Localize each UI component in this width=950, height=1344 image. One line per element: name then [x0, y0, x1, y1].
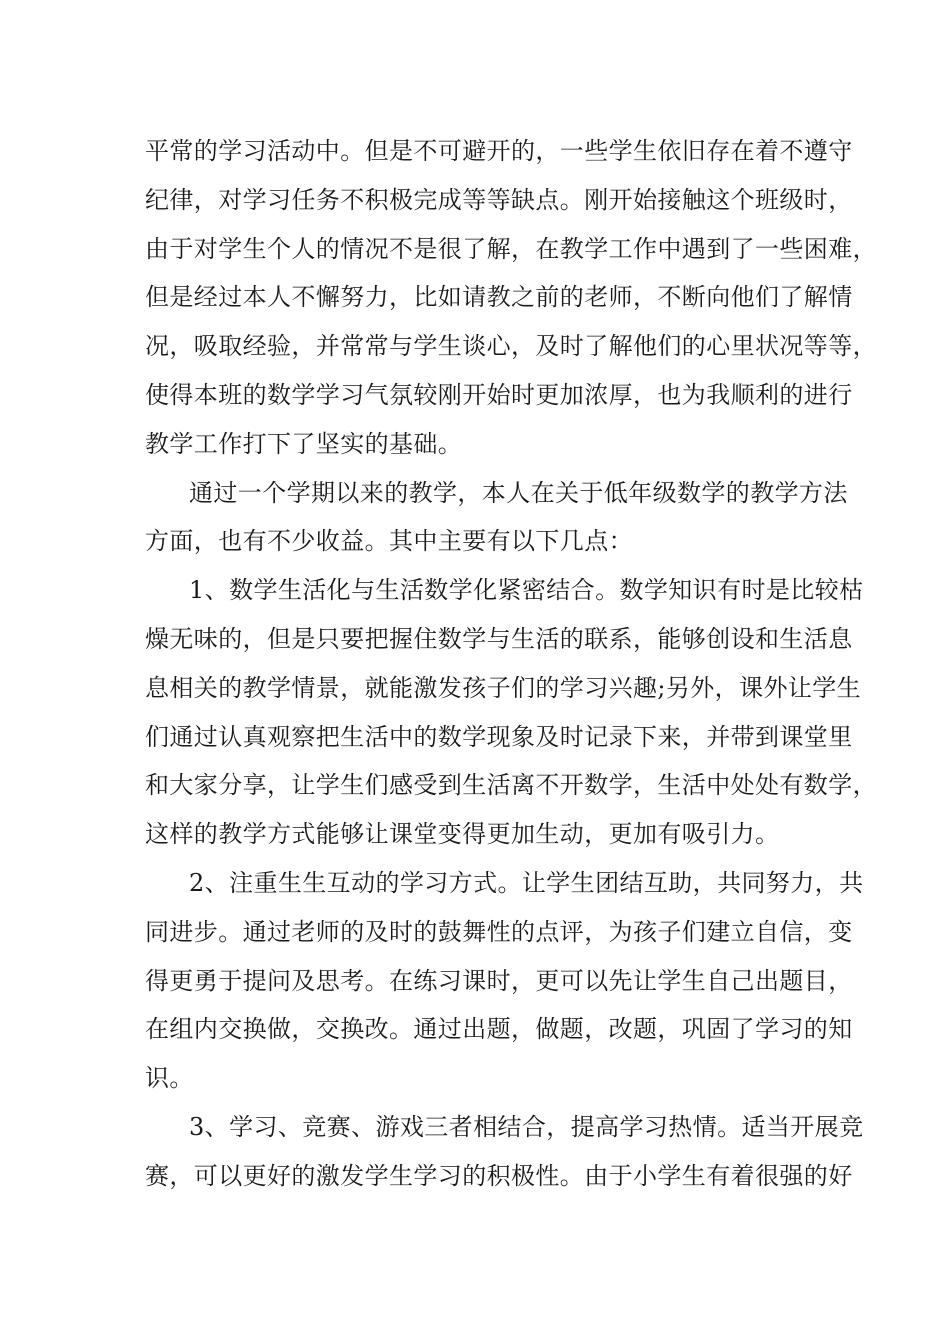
text-line: 况，吸取经验，并常常与学生谈心，及时了解他们的心里状况等等， [145, 332, 877, 361]
text-line: 得更勇于提问及思考。在练习课时，更可以先让学生自己出题目， [145, 966, 853, 995]
text-line: 赛，可以更好的激发学生学习的积极性。由于小学生有着很强的好 [145, 1161, 853, 1190]
text-line: 燥无味的，但是只要把握住数学与生活的联系，能够创设和生活息 [145, 624, 853, 653]
list-item-2-first-line: 2、注重生生互动的学习方式。让学生团结互助，共同努力，共 [189, 868, 864, 897]
list-item-1-first-line: 1、数学生活化与生活数学化紧密结合。数学知识有时是比较枯 [189, 576, 864, 605]
text-line: 由于对学生个人的情况不是很了解，在教学工作中遇到了一些困难， [145, 234, 877, 263]
text-line: 这样的教学方式能够让课堂变得更加生动，更加有吸引力。 [145, 820, 780, 849]
text-line: 和大家分享，让学生们感受到生活离不开数学，生活中处处有数学， [145, 771, 877, 800]
text-line: 识。 [145, 1064, 194, 1093]
paragraph-first-line: 通过一个学期以来的教学，本人在关于低年级数学的教学方法 [189, 478, 848, 507]
list-item-3-first-line: 3、学习、竞赛、游戏三者相结合，提高学习热情。适当开展竞 [189, 1112, 864, 1141]
text-line: 但是经过本人不懈努力，比如请教之前的老师，不断向他们了解情 [145, 283, 853, 312]
text-line: 平常的学习活动中。但是不可避开的，一些学生依旧存在着不遵守 [145, 137, 853, 165]
text-line: 使得本班的数学学习气氛较刚开始时更加浓厚，也为我顺利的进行 [145, 380, 853, 409]
document-body [145, 127, 877, 1201]
text-line: 教学工作打下了坚实的基础。 [145, 429, 463, 458]
text-line: 纪律，对学习任务不积极完成等等缺点。刚开始接触这个班级时， [145, 185, 853, 214]
text-line: 息相关的教学情景，就能激发孩子们的学习兴趣;另外，课外让学生 [145, 673, 862, 702]
text-line: 同进步。通过老师的及时的鼓舞性的点评，为孩子们建立自信，变 [145, 917, 853, 946]
text-line: 在组内交换做，交换改。通过出题，做题，改题，巩固了学习的知 [145, 1015, 853, 1044]
text-line: 方面，也有不少收益。其中主要有以下几点： [145, 527, 633, 556]
text-line: 们通过认真观察把生活中的数学现象及时记录下来，并带到课堂里 [145, 722, 853, 751]
